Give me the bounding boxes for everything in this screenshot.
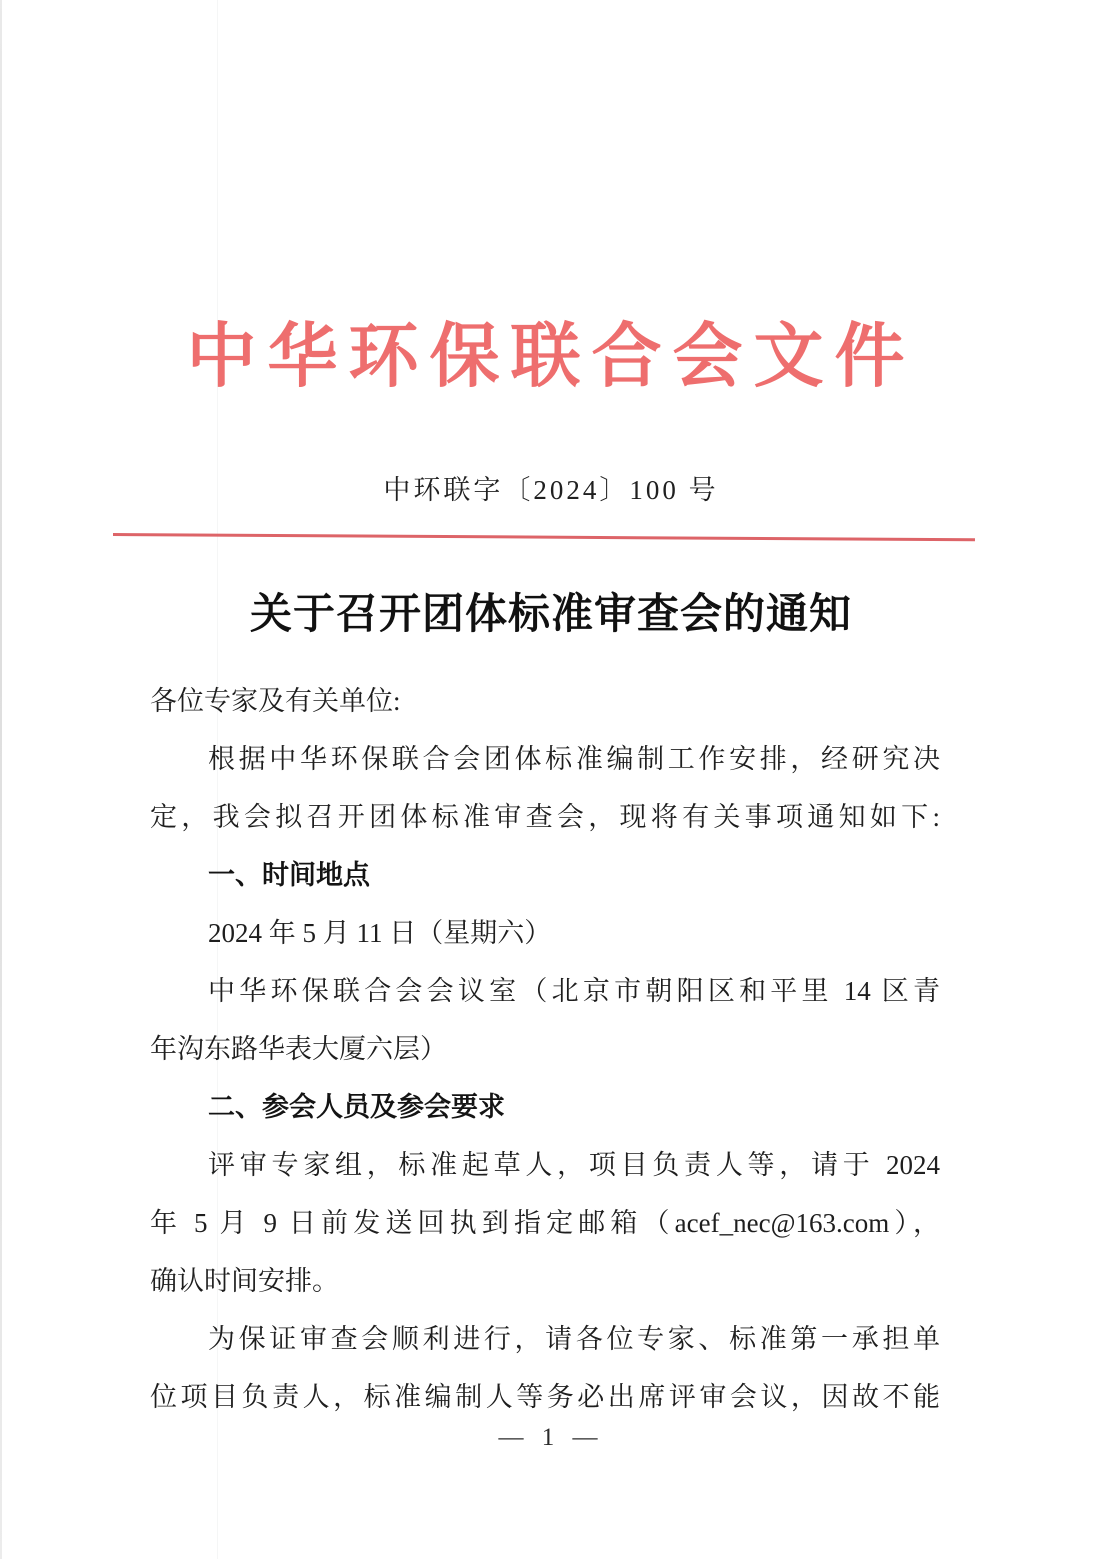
body-line: 确认时间安排。 [150, 1266, 339, 1296]
body-line: 中华环保联合会会议室（北京市朝阳区和平里 14 区青 [208, 976, 940, 1006]
red-separator-line [113, 533, 975, 541]
document-title: 关于召开团体标准审查会的通知 [249, 592, 852, 638]
document-number: 中环联字〔2024〕100 号 [383, 475, 719, 505]
page-number: — 1 — [498, 1424, 604, 1451]
body-line: 位项目负责人，标准编制人等务必出席评审会议，因故不能 [150, 1382, 940, 1412]
body-line: 评审专家组，标准起草人，项目负责人等，请于 2024 [208, 1150, 940, 1180]
body-line: 定，我会拟召开团体标准审查会，现将有关事项通知如下: [150, 802, 940, 832]
body-section-heading: 一、时间地点 [208, 860, 370, 890]
document-body [150, 672, 940, 1426]
body-line: 2024 年 5 月 11 日（星期六） [208, 918, 552, 948]
organization-header-title: 中华环保联合会文件 [186, 319, 916, 396]
body-line: 年沟东路华表大厦六层） [150, 1034, 447, 1064]
body-line: 根据中华环保联合会团体标准编制工作安排，经研究决 [208, 744, 940, 774]
body-line: 年 5 月 9 日前发送回执到指定邮箱（acef_nec@163.com）， [150, 1208, 940, 1238]
body-line: 为保证审查会顺利进行，请各位专家、标准第一承担单 [208, 1324, 940, 1354]
scan-edge-artifact [0, 0, 2, 1559]
body-section-heading: 二、参会人员及参会要求 [208, 1092, 505, 1122]
body-line: 各位专家及有关单位: [150, 686, 401, 716]
